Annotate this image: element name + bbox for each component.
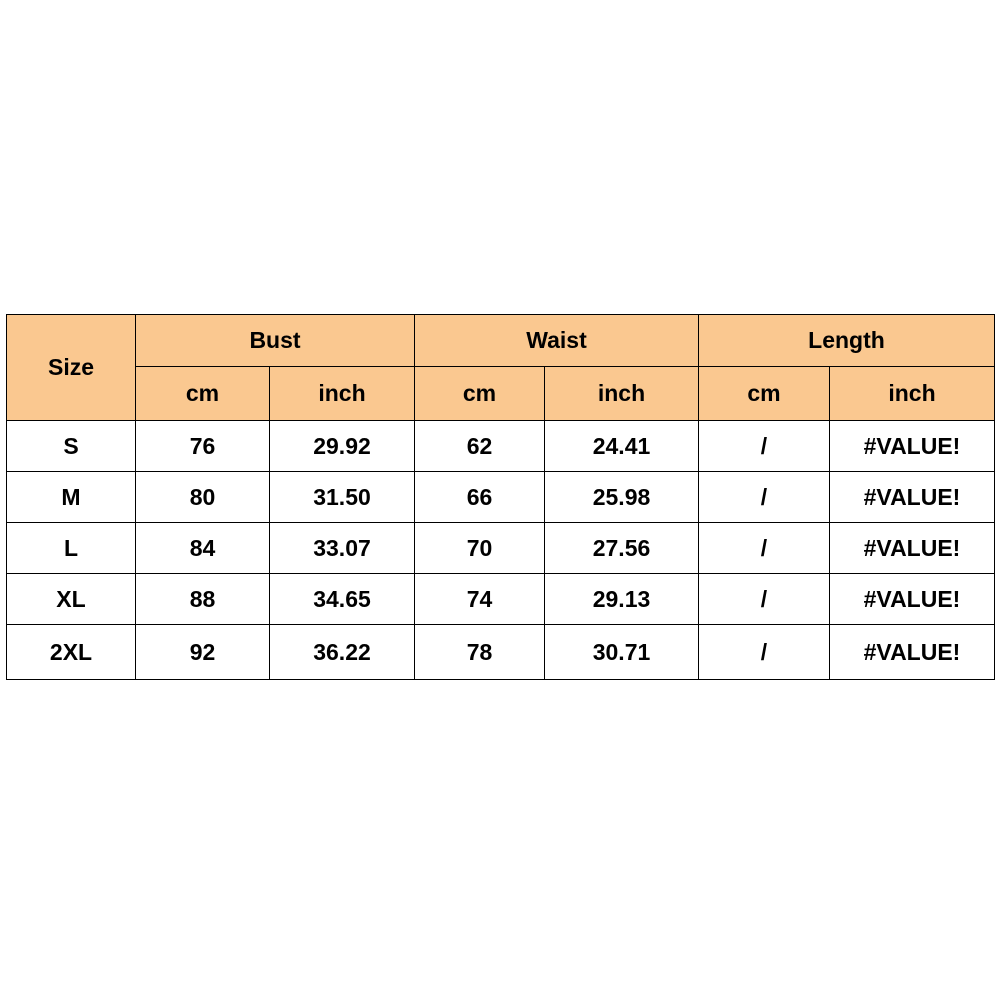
table-row: [7, 625, 995, 680]
table-row: [7, 523, 995, 574]
cell-waist-inch: 29.13: [545, 574, 699, 625]
cell-waist-inch: 30.71: [545, 625, 699, 680]
cell-waist-inch: 24.41: [545, 421, 699, 472]
table-row: [7, 421, 995, 472]
header-waist-cm: cm: [415, 367, 545, 421]
cell-length-inch: #VALUE!: [830, 625, 995, 680]
cell-bust-inch: 31.50: [270, 472, 415, 523]
cell-waist-cm: 66: [415, 472, 545, 523]
cell-size: L: [7, 523, 136, 574]
cell-size: 2XL: [7, 625, 136, 680]
header-length: Length: [699, 315, 995, 367]
cell-length-cm: /: [699, 472, 830, 523]
cell-size: S: [7, 421, 136, 472]
header-size: Size: [7, 315, 136, 421]
cell-size: M: [7, 472, 136, 523]
header-row-groups: [7, 315, 995, 367]
cell-bust-inch: 29.92: [270, 421, 415, 472]
cell-bust-cm: 84: [136, 523, 270, 574]
header-waist-inch: inch: [545, 367, 699, 421]
cell-waist-inch: 27.56: [545, 523, 699, 574]
cell-length-inch: #VALUE!: [830, 421, 995, 472]
cell-length-inch: #VALUE!: [830, 523, 995, 574]
table-row: [7, 574, 995, 625]
header-length-inch: inch: [830, 367, 995, 421]
header-bust-inch: inch: [270, 367, 415, 421]
cell-length-inch: #VALUE!: [830, 472, 995, 523]
cell-length-cm: /: [699, 421, 830, 472]
cell-waist-cm: 70: [415, 523, 545, 574]
cell-bust-inch: 36.22: [270, 625, 415, 680]
table-row: [7, 472, 995, 523]
cell-length-inch: #VALUE!: [830, 574, 995, 625]
cell-length-cm: /: [699, 625, 830, 680]
cell-waist-cm: 74: [415, 574, 545, 625]
header-length-cm: cm: [699, 367, 830, 421]
cell-bust-inch: 34.65: [270, 574, 415, 625]
cell-bust-cm: 76: [136, 421, 270, 472]
cell-waist-inch: 25.98: [545, 472, 699, 523]
cell-bust-cm: 88: [136, 574, 270, 625]
size-chart-table: [6, 314, 995, 680]
cell-waist-cm: 78: [415, 625, 545, 680]
header-bust: Bust: [136, 315, 415, 367]
cell-bust-cm: 92: [136, 625, 270, 680]
cell-bust-inch: 33.07: [270, 523, 415, 574]
cell-waist-cm: 62: [415, 421, 545, 472]
cell-length-cm: /: [699, 523, 830, 574]
header-waist: Waist: [415, 315, 699, 367]
cell-size: XL: [7, 574, 136, 625]
header-row-units: [7, 367, 995, 421]
cell-length-cm: /: [699, 574, 830, 625]
header-bust-cm: cm: [136, 367, 270, 421]
cell-bust-cm: 80: [136, 472, 270, 523]
